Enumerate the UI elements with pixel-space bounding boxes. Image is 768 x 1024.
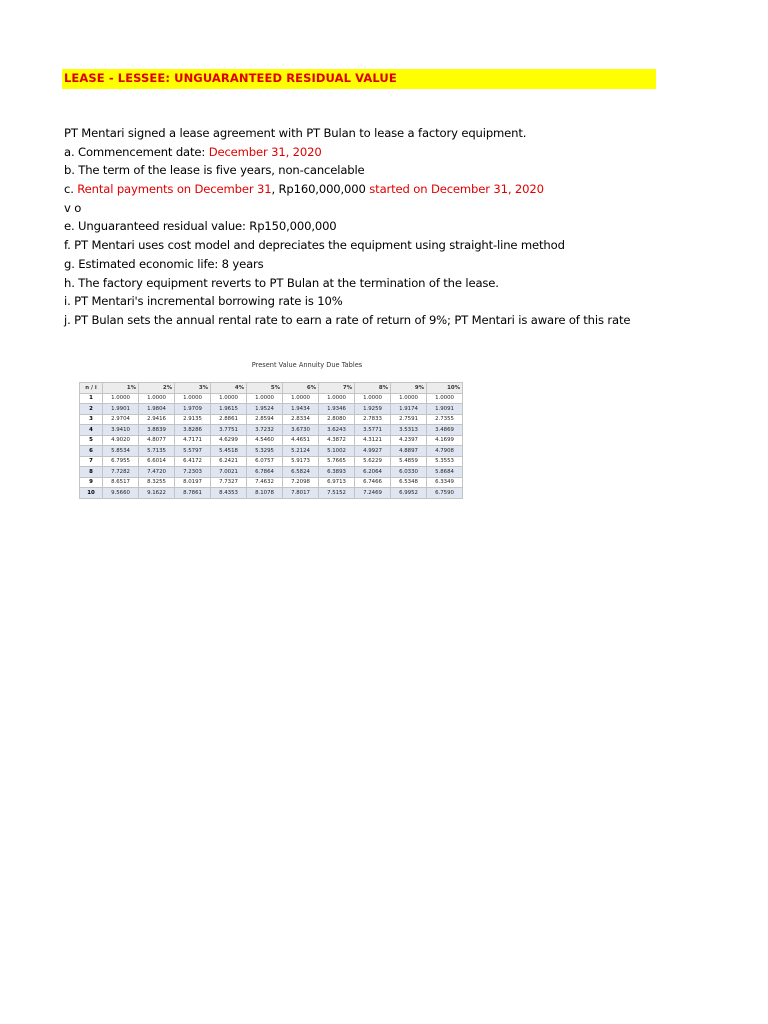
factor-cell: 2.8861 — [211, 414, 247, 425]
table-header-row — [80, 383, 463, 394]
factor-cell: 6.6014 — [139, 456, 175, 467]
period-cell: 3 — [80, 414, 103, 425]
table-row — [80, 404, 463, 415]
factor-cell: 5.8684 — [427, 467, 463, 478]
factor-cell: 1.9615 — [211, 404, 247, 415]
factor-cell: 2.8334 — [283, 414, 319, 425]
factor-cell: 2.7833 — [355, 414, 391, 425]
factor-cell: 5.3553 — [427, 456, 463, 467]
factor-cell: 1.9346 — [319, 404, 355, 415]
factor-cell: 3.8839 — [139, 425, 175, 436]
factor-cell: 5.8534 — [103, 446, 139, 457]
factor-cell: 4.9020 — [103, 435, 139, 446]
factor-cell: 5.3295 — [247, 446, 283, 457]
pv-table-image — [71, 352, 469, 512]
factor-cell: 3.5771 — [355, 425, 391, 436]
factor-cell: 4.8897 — [391, 446, 427, 457]
factor-cell: 4.8077 — [139, 435, 175, 446]
factor-cell: 6.3893 — [319, 467, 355, 478]
factor-cell: 2.9704 — [103, 414, 139, 425]
factor-cell: 8.7861 — [175, 488, 211, 499]
factor-cell: 3.8286 — [175, 425, 211, 436]
header-rate: 4% — [211, 383, 247, 394]
factor-cell: 1.9804 — [139, 404, 175, 415]
factor-cell: 1.0000 — [355, 393, 391, 404]
factor-cell: 3.6730 — [283, 425, 319, 436]
header-rate: 10% — [427, 383, 463, 394]
commencement-line — [64, 143, 754, 162]
factor-cell: 1.9091 — [427, 404, 463, 415]
factor-cell: 3.4869 — [427, 425, 463, 436]
header-rate: 3% — [175, 383, 211, 394]
table-row — [80, 414, 463, 425]
factor-cell: 4.4651 — [283, 435, 319, 446]
factor-cell: 1.0000 — [175, 393, 211, 404]
period-cell: 4 — [80, 425, 103, 436]
factor-cell: 1.9524 — [247, 404, 283, 415]
factor-cell: 7.7282 — [103, 467, 139, 478]
period-cell: 8 — [80, 467, 103, 478]
pv-annuity-due-table — [79, 382, 463, 499]
header-rate: 8% — [355, 383, 391, 394]
intro-line: PT Mentari signed a lease agreement with PT Bulan to lease a factory equipment. — [64, 126, 527, 140]
table-row — [80, 435, 463, 446]
period-cell: 2 — [80, 404, 103, 415]
reversion-line: h. The factory equipment reverts to PT Bulan at the termination of the lease. — [64, 275, 499, 290]
factor-cell: 3.5313 — [391, 425, 427, 436]
factor-cell: 5.7665 — [319, 456, 355, 467]
header-rate: 1% — [103, 383, 139, 394]
factor-cell: 7.2098 — [283, 477, 319, 488]
factor-cell: 3.7751 — [211, 425, 247, 436]
commencement-label: a. Commencement date: — [64, 144, 209, 159]
depreciation-line: f. PT Mentari uses cost model and depreciates the equipment using straight-line method — [64, 238, 565, 253]
table-title: Present Value Annuity Due Tables — [251, 361, 363, 369]
table-row — [80, 456, 463, 467]
factor-cell: 2.8080 — [319, 414, 355, 425]
factor-cell: 1.9901 — [103, 404, 139, 415]
factor-cell: 7.2469 — [355, 488, 391, 499]
factor-cell: 7.4720 — [139, 467, 175, 478]
residual-value-line: e. Unguaranteed residual value: Rp150,000,000 — [64, 219, 337, 234]
factor-cell: 4.2397 — [391, 435, 427, 446]
title-banner — [62, 69, 656, 89]
factor-cell: 6.2064 — [355, 467, 391, 478]
factor-cell: 5.6229 — [355, 456, 391, 467]
factor-cell: 1.0000 — [319, 393, 355, 404]
factor-cell: 7.0021 — [211, 467, 247, 478]
factor-cell: 4.9927 — [355, 446, 391, 457]
factor-cell: 7.4632 — [247, 477, 283, 488]
lease-term-line: b. The term of the lease is five years, non-cancelable — [64, 163, 365, 178]
factor-cell: 6.5824 — [283, 467, 319, 478]
economic-life-line: g. Estimated economic life: 8 years — [64, 256, 264, 271]
factor-cell: 6.0330 — [391, 467, 427, 478]
factor-cell: 1.9259 — [355, 404, 391, 415]
period-cell: 10 — [80, 488, 103, 499]
factor-cell: 6.7590 — [427, 488, 463, 499]
factor-cell: 1.0000 — [139, 393, 175, 404]
fragment-line: v o — [64, 200, 82, 215]
period-cell: 1 — [80, 393, 103, 404]
header-period: n / i — [80, 383, 103, 394]
factor-cell: 6.2421 — [211, 456, 247, 467]
factor-cell: 8.0197 — [175, 477, 211, 488]
rental-rate-line: j. PT Bulan sets the annual rental rate to earn a rate of return of 9%; PT Mentari is aware of this rate — [64, 312, 631, 327]
factor-cell: 1.0000 — [211, 393, 247, 404]
factor-cell: 5.5797 — [175, 446, 211, 457]
rental-prefix: c. — [64, 182, 78, 197]
factor-cell: 1.0000 — [391, 393, 427, 404]
rental-payments-line — [64, 180, 754, 199]
rental-start: started on December 31, 2020 — [369, 182, 544, 197]
factor-cell: 9.1622 — [139, 488, 175, 499]
factor-cell: 6.9952 — [391, 488, 427, 499]
factor-cell: 7.7327 — [211, 477, 247, 488]
header-rate: 5% — [247, 383, 283, 394]
factor-cell: 2.8594 — [247, 414, 283, 425]
factor-cell: 7.8017 — [283, 488, 319, 499]
factor-cell: 3.9410 — [103, 425, 139, 436]
factor-cell: 6.3349 — [427, 477, 463, 488]
period-cell: 5 — [80, 435, 103, 446]
factor-cell: 5.7135 — [139, 446, 175, 457]
factor-cell: 8.1078 — [247, 488, 283, 499]
header-rate: 9% — [391, 383, 427, 394]
factor-cell: 5.9173 — [283, 456, 319, 467]
factor-cell: 1.0000 — [427, 393, 463, 404]
lease-details — [64, 124, 754, 330]
table-row — [80, 446, 463, 457]
table-row — [80, 467, 463, 478]
factor-cell: 6.5348 — [391, 477, 427, 488]
period-cell: 7 — [80, 456, 103, 467]
factor-cell: 5.4859 — [391, 456, 427, 467]
factor-cell: 4.3872 — [319, 435, 355, 446]
factor-cell: 4.5460 — [247, 435, 283, 446]
factor-cell: 1.9709 — [175, 404, 211, 415]
factor-cell: 4.3121 — [355, 435, 391, 446]
header-rate: 2% — [139, 383, 175, 394]
rental-amount: , Rp160,000,000 — [271, 182, 370, 197]
factor-cell: 2.7591 — [391, 414, 427, 425]
factor-cell: 9.5660 — [103, 488, 139, 499]
factor-cell: 7.2303 — [175, 467, 211, 478]
factor-cell: 6.7955 — [103, 456, 139, 467]
page-title: LEASE - LESSEE: UNGUARANTEED RESIDUAL VALUE — [64, 71, 397, 85]
factor-cell: 2.9135 — [175, 414, 211, 425]
header-rate: 7% — [319, 383, 355, 394]
factor-cell: 6.0757 — [247, 456, 283, 467]
factor-cell: 4.6299 — [211, 435, 247, 446]
borrowing-rate-line: i. PT Mentari's incremental borrowing rate is 10% — [64, 294, 343, 309]
factor-cell: 4.1699 — [427, 435, 463, 446]
factor-cell: 5.2124 — [283, 446, 319, 457]
factor-cell: 8.6517 — [103, 477, 139, 488]
table-row — [80, 477, 463, 488]
factor-cell: 1.9174 — [391, 404, 427, 415]
factor-cell: 1.0000 — [247, 393, 283, 404]
factor-cell: 1.0000 — [283, 393, 319, 404]
factor-cell: 6.7466 — [355, 477, 391, 488]
factor-cell: 4.7171 — [175, 435, 211, 446]
rental-timing: Rental payments on December 31 — [77, 182, 272, 197]
factor-cell: 1.0000 — [103, 393, 139, 404]
factor-cell: 3.6243 — [319, 425, 355, 436]
factor-cell: 8.4353 — [211, 488, 247, 499]
factor-cell: 4.7908 — [427, 446, 463, 457]
factor-cell: 3.7232 — [247, 425, 283, 436]
factor-cell: 2.9416 — [139, 414, 175, 425]
factor-cell: 5.1002 — [319, 446, 355, 457]
period-cell: 6 — [80, 446, 103, 457]
factor-cell: 1.9434 — [283, 404, 319, 415]
period-cell: 9 — [80, 477, 103, 488]
table-row — [80, 425, 463, 436]
factor-cell: 6.9713 — [319, 477, 355, 488]
factor-cell: 7.5152 — [319, 488, 355, 499]
factor-cell: 2.7355 — [427, 414, 463, 425]
table-row — [80, 488, 463, 499]
header-rate: 6% — [283, 383, 319, 394]
factor-cell: 6.7864 — [247, 467, 283, 478]
factor-cell: 8.3255 — [139, 477, 175, 488]
table-row — [80, 393, 463, 404]
factor-cell: 6.4172 — [175, 456, 211, 467]
factor-cell: 5.4518 — [211, 446, 247, 457]
commencement-date: December 31, 2020 — [208, 144, 322, 159]
